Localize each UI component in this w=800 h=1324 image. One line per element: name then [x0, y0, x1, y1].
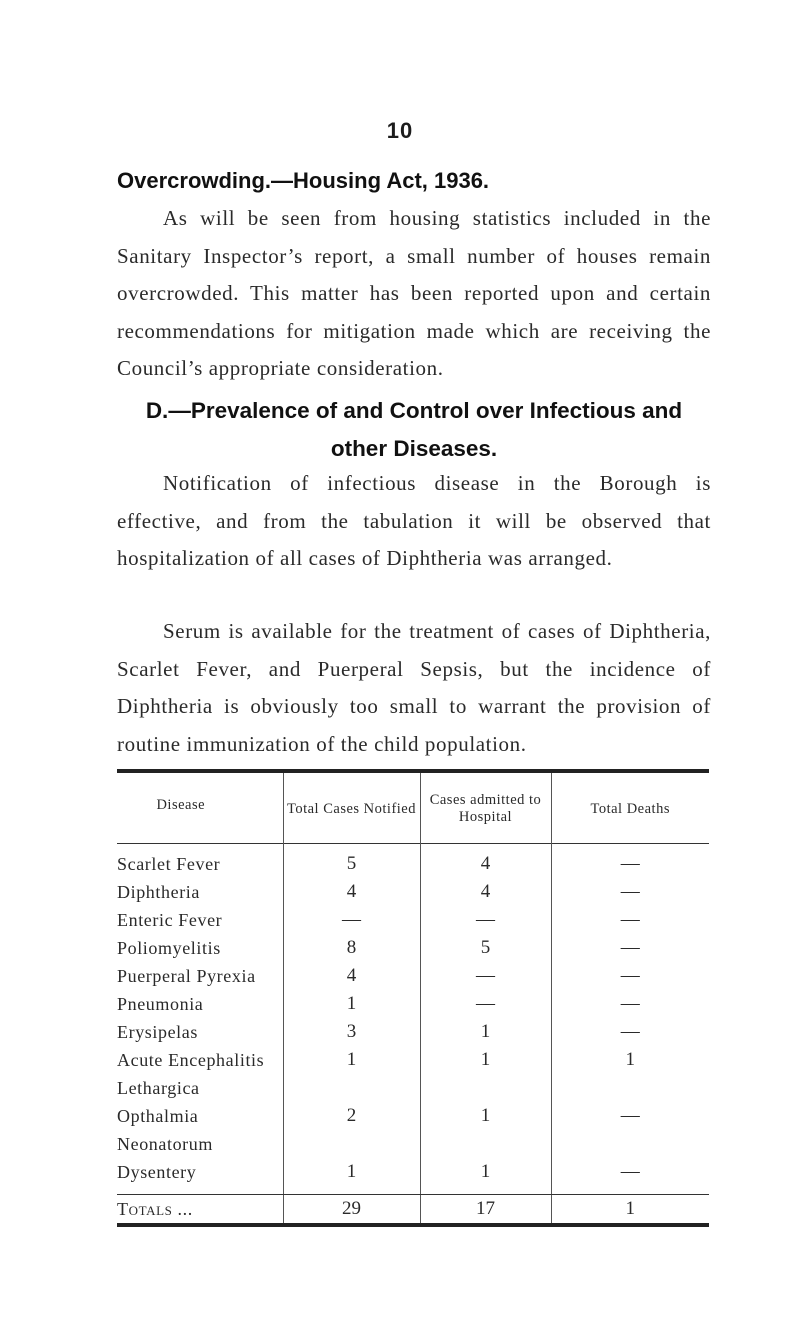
table-body [117, 850, 709, 1186]
deaths: — [551, 1158, 709, 1186]
disease-name: Acute Encephalitis Lethargica [117, 1050, 265, 1098]
disease-name: Opthalmia Neonatorum [117, 1106, 213, 1154]
section-heading-infectious-diseases: D.—Prevalence of and Control over Infectious and other Diseases. [145, 398, 683, 461]
cases-notified: 3 [283, 1018, 420, 1046]
totals-deaths: 1 [551, 1195, 709, 1224]
cases-admitted: 1 [420, 1158, 551, 1186]
deaths: — [551, 906, 709, 934]
disease-name: Puerperal Pyrexia [117, 966, 256, 986]
infectious-disease-table [117, 769, 709, 1227]
deaths: — [551, 1018, 709, 1046]
deaths: — [551, 962, 709, 990]
deaths: — [551, 1102, 709, 1158]
cases-notified: 4 [283, 878, 420, 906]
header-disease: Disease [156, 796, 206, 813]
cases-notified: 2 [283, 1102, 420, 1158]
totals-admitted: 17 [420, 1195, 551, 1224]
table-row [117, 934, 709, 962]
deaths: — [551, 934, 709, 962]
disease-name: Erysipelas [117, 1022, 198, 1042]
disease-name: Pneumonia [117, 994, 204, 1014]
cases-admitted: 1 [420, 1046, 551, 1102]
cases-admitted: 5 [420, 934, 551, 962]
table-row [117, 906, 709, 934]
cases-notified: — [283, 906, 420, 934]
disease-name: Dysentery [117, 1162, 197, 1182]
cases-notified: 5 [283, 850, 420, 878]
header-total-deaths: Total Deaths [551, 773, 709, 844]
table-row [117, 878, 709, 906]
deaths: — [551, 878, 709, 906]
table-bottom-rule [117, 1223, 709, 1227]
table-row [117, 1102, 709, 1158]
disease-name: Poliomyelitis [117, 938, 221, 958]
cases-admitted: 1 [420, 1102, 551, 1158]
cases-admitted: — [420, 962, 551, 990]
cases-notified: 1 [283, 1046, 420, 1102]
cases-admitted: — [420, 990, 551, 1018]
table-row [117, 850, 709, 878]
page-number: 10 [386, 118, 414, 143]
serum-paragraph: Serum is available for the treatment of cases of Diphtheria, Scarlet Fever, and Puerperal Sepsis, but the incidence of Diphtheria is obviously too small to warrant the provision of routine immunization of the child population. [117, 619, 711, 756]
deaths: — [551, 850, 709, 878]
table-row [117, 1018, 709, 1046]
cases-notified: 8 [283, 934, 420, 962]
section-heading-overcrowding: Overcrowding.—Housing Act, 1936. [117, 168, 490, 193]
table-row [117, 1046, 709, 1102]
header-total-cases-notified: Total Cases Notified [283, 773, 420, 844]
table-row [117, 1158, 709, 1186]
table-row [117, 962, 709, 990]
deaths: 1 [551, 1046, 709, 1102]
disease-name: Diphtheria [117, 882, 200, 902]
disease-name: Scarlet Fever [117, 854, 221, 874]
cases-notified: 4 [283, 962, 420, 990]
cases-admitted: 1 [420, 1018, 551, 1046]
totals-row [117, 1195, 709, 1224]
cases-admitted: 4 [420, 850, 551, 878]
totals-notified: 29 [283, 1195, 420, 1224]
cases-notified: 1 [283, 1158, 420, 1186]
cases-admitted: 4 [420, 878, 551, 906]
header-cases-admitted: Cases admitted to Hospital [420, 773, 551, 844]
totals-label: Totals ... [117, 1199, 193, 1219]
cases-notified: 1 [283, 990, 420, 1018]
disease-name: Enteric Fever [117, 910, 223, 930]
table-row [117, 990, 709, 1018]
deaths: — [551, 990, 709, 1018]
notification-paragraph: Notification of infectious disease in the Borough is effective, and from the tabulation it will be observed that hospitalization of all cases of Diphtheria was arranged. [117, 471, 711, 570]
cases-admitted: — [420, 906, 551, 934]
overcrowding-paragraph: As will be seen from housing statistics included in the Sanitary Inspector’s report, a small number of houses remain overcrowded. This matter has been reported upon and certain recommendations for mitigation made which are receiving the Council’s appropriate consideration. [117, 206, 711, 380]
